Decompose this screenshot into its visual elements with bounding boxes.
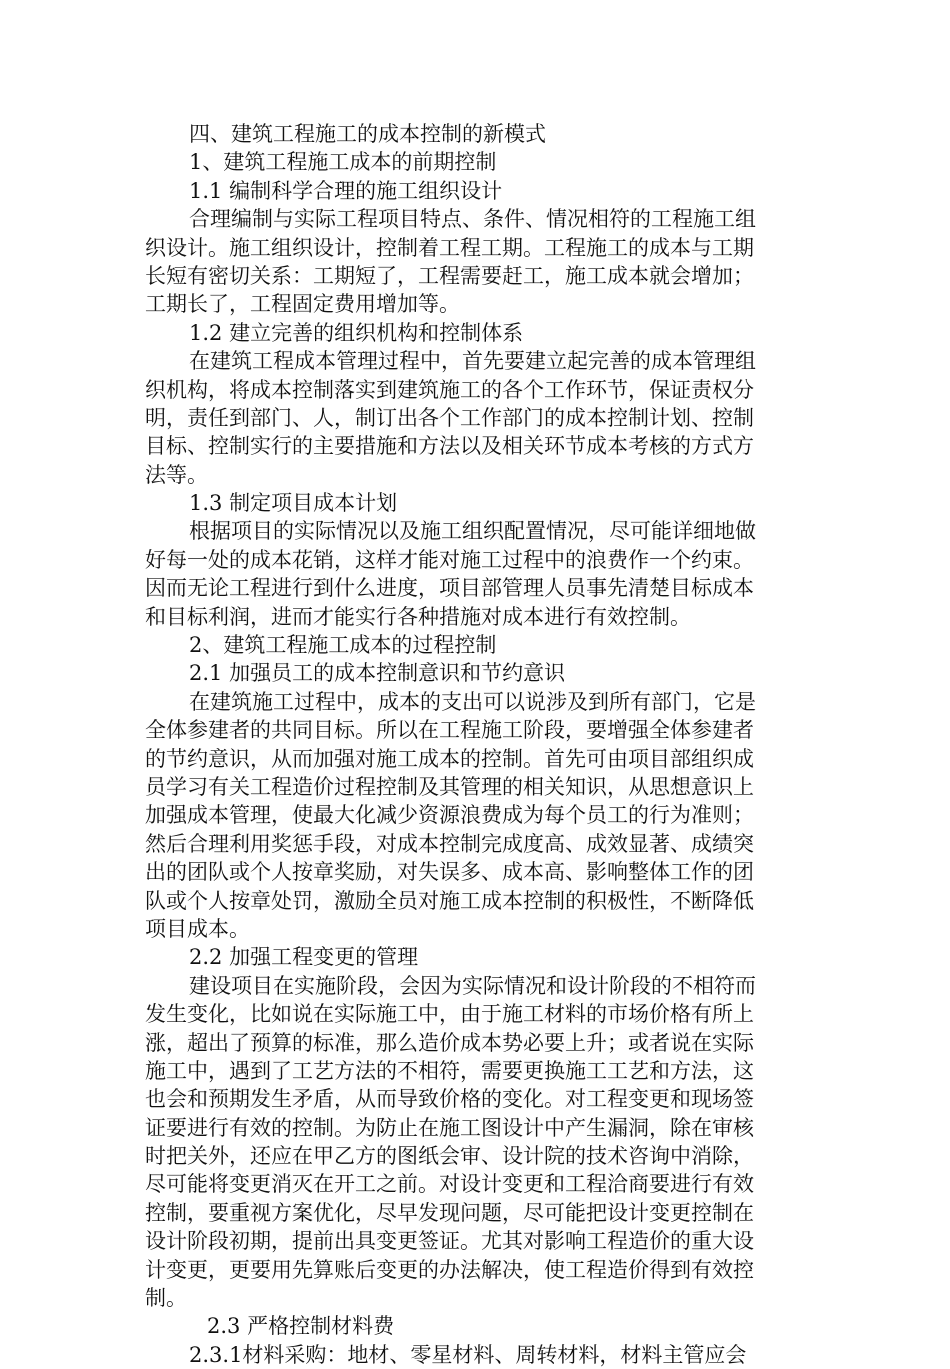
text-line: 目标、控制实行的主要措施和方法以及相关环节成本考核的方式方 — [145, 434, 754, 459]
document-body — [145, 120, 805, 1369]
text-line: 1.3 制定项目成本计划 — [189, 491, 398, 516]
text-line: 项目成本。 — [145, 916, 250, 941]
text-line: 在建筑施工过程中，成本的支出可以说涉及到所有部门，它是 — [189, 689, 756, 714]
text-line: 好每一处的成本花销，这样才能对施工过程中的浪费作一个约束。 — [145, 547, 754, 572]
text-line: 织机构，将成本控制落实到建筑施工的各个工作环节，保证责权分 — [145, 377, 754, 402]
text-line: 然后合理利用奖惩手段，对成本控制完成度高、成效显著、成绩突 — [145, 831, 754, 856]
text-line: 在建筑工程成本管理过程中，首先要建立起完善的成本管理组 — [189, 349, 756, 374]
text-line: 的节约意识，从而加强对施工成本的控制。首先可由项目部组织成 — [145, 746, 754, 771]
text-line: 控制，要重视方案优化，尽早发现问题，尽可能把设计变更控制在 — [145, 1200, 754, 1225]
text-line: 1、建筑工程施工成本的前期控制 — [189, 150, 497, 175]
text-line: 队或个人按章处罚，激励全员对施工成本控制的积极性，不断降低 — [145, 888, 754, 913]
text-line: 2.3.1材料采购：地材、零星材料、周转材料，材料主管应会 — [189, 1342, 747, 1367]
text-line: 长短有密切关系：工期短了，工程需要赶工，施工成本就会增加； — [145, 263, 754, 288]
text-line: 全体参建者的共同目标。所以在工程施工阶段，要增强全体参建者 — [145, 718, 754, 743]
text-line: 制。 — [145, 1286, 187, 1311]
text-line: 1.2 建立完善的组织机构和控制体系 — [189, 320, 524, 345]
text-line: 因而无论工程进行到什么进度，项目部管理人员事先清楚目标成本 — [145, 576, 754, 601]
text-line: 合理编制与实际工程项目特点、条件、情况相符的工程施工组 — [189, 207, 756, 232]
text-line: 建设项目在实施阶段，会因为实际情况和设计阶段的不相符而 — [189, 973, 756, 998]
text-line: 2.3 严格控制材料费 — [207, 1314, 395, 1339]
text-line: 员学习有关工程造价过程控制及其管理的相关知识，从思想意识上 — [145, 774, 754, 799]
text-line: 四、建筑工程施工的成本控制的新模式 — [189, 122, 546, 146]
text-line: 也会和预期发生矛盾，从而导致价格的变化。对工程变更和现场签 — [145, 1087, 754, 1112]
text-line: 计变更，更要用先算账后变更的办法解决，使工程造价得到有效控 — [145, 1257, 754, 1282]
text-line: 时把关外，还应在甲乙方的图纸会审、设计院的技术咨询中消除， — [145, 1144, 754, 1169]
text-line: 证要进行有效的控制。为防止在施工图设计中产生漏洞，除在审核 — [145, 1115, 754, 1140]
text-line: 2、建筑工程施工成本的过程控制 — [189, 633, 497, 658]
text-line: 明，责任到部门、人，制订出各个工作部门的成本控制计划、控制 — [145, 405, 754, 430]
text-line: 织设计。施工组织设计，控制着工程工期。工程施工的成本与工期 — [145, 235, 754, 260]
text-line: 加强成本管理，使最大化减少资源浪费成为每个员工的行为准则； — [145, 803, 754, 828]
text-line: 发生变化，比如说在实际施工中，由于施工材料的市场价格有所上 — [145, 1002, 754, 1027]
text-line: 涨，超出了预算的标准，那么造价成本势必要上升；或者说在实际 — [145, 1030, 754, 1055]
text-line: 法等。 — [145, 462, 208, 487]
text-line: 出的团队或个人按章奖励，对失误多、成本高、影响整体工作的团 — [145, 860, 754, 885]
text-line: 和目标利润，进而才能实行各种措施对成本进行有效控制。 — [145, 604, 691, 629]
text-line: 工期长了，工程固定费用增加等。 — [145, 292, 460, 317]
text-line: 1.1 编制科学合理的施工组织设计 — [189, 178, 503, 203]
text-line: 2.1 加强员工的成本控制意识和节约意识 — [189, 661, 566, 686]
text-line: 设计阶段初期，提前出具变更签证。尤其对影响工程造价的重大设 — [145, 1229, 754, 1254]
text-line: 尽可能将变更消灭在开工之前。对设计变更和工程洽商要进行有效 — [145, 1172, 754, 1197]
text-line: 2.2 加强工程变更的管理 — [189, 945, 419, 970]
text-line: 施工中，遇到了工艺方法的不相符，需要更换施工工艺和方法，这 — [145, 1058, 754, 1083]
text-line: 根据项目的实际情况以及施工组织配置情况，尽可能详细地做 — [189, 519, 756, 544]
